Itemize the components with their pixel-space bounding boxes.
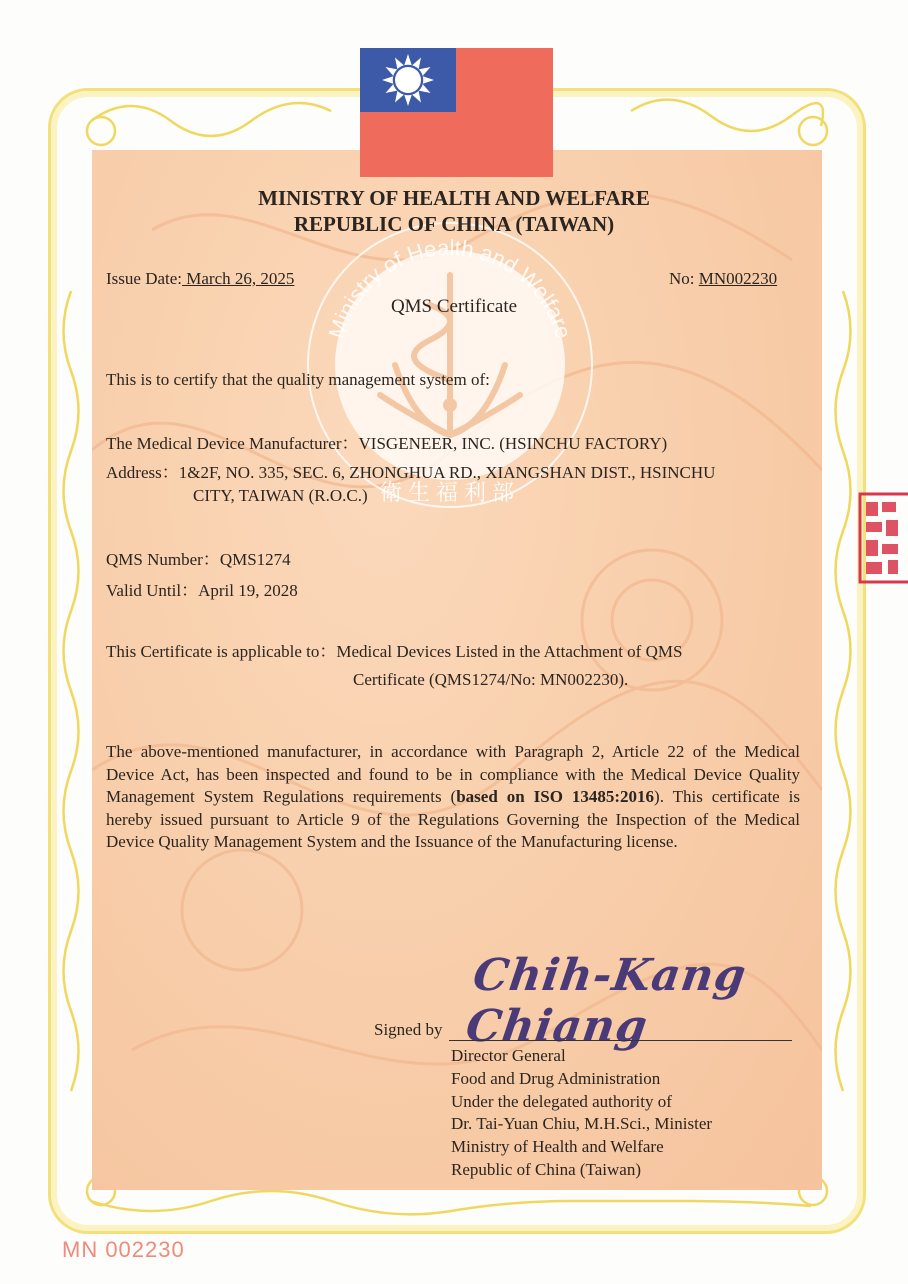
issue-date (106, 269, 294, 289)
emblem-arc-text: Ministry of Health and Welfare (323, 234, 577, 342)
valid-until-label: Valid Until： (106, 581, 199, 600)
signatory-line: Republic of China (Taiwan) (451, 1159, 642, 1179)
applicable-line (106, 637, 682, 662)
address-line1: 1&2F, NO. 335, SEC. 6, ZHONGHUA RD., XIANGSHAN DIST., HSINCHU (178, 463, 716, 482)
signed-by-label: Signed by (374, 1020, 443, 1039)
compliance-paragraph (106, 741, 800, 854)
compliance-text-part2: ). This certificate is hereby issued pursuant to Article 9 of the Regulations Governing the Inspection of the Medical Device Quality Management System and the Issuance of the Manufacturing license. (106, 787, 800, 851)
signatory-line: Director General (451, 1046, 566, 1065)
manufacturer-label: The Medical Device Manufacturer： (106, 434, 359, 453)
issue-date-value: March 26, 2025 (182, 269, 295, 288)
applicable-label: This Certificate is applicable to： (106, 642, 337, 661)
compliance-text-part1: The above-mentioned manufacturer, in accordance with Paragraph 2, Article 22 of the Medical Device Act, has been inspected and found to be in compliance with the Medical Device Quality Management System Regulations requirements ( (106, 742, 800, 806)
signatory-line: Dr. Tai-Yuan Chiu, M.H.Sci., Minister (451, 1114, 713, 1134)
certify-statement: This is to certify that the quality management system of: (106, 370, 490, 389)
manufacturer-name: VISGENEER, INC. (HSINCHU FACTORY) (358, 434, 668, 453)
manufacturer-line (106, 429, 667, 454)
emblem-chinese-text: 衛生福利部 (379, 481, 521, 506)
footer-document-code: MN 002230 (62, 1237, 185, 1262)
signatory-line: Ministry of Health and Welfare (451, 1137, 664, 1157)
signatory-block (451, 1045, 712, 1182)
iso-standard: based on ISO 13485:2016 (456, 787, 655, 806)
certificate-number-label: No: (669, 269, 699, 288)
taiwan-flag-icon (360, 48, 553, 177)
white-sun-icon (360, 48, 456, 112)
qms-number-label: QMS Number： (106, 550, 220, 569)
signatory-line: Under the delegated authority of (451, 1091, 672, 1111)
country-title: REPUBLIC OF CHINA (TAIWAN) (293, 212, 615, 236)
certificate-number (669, 269, 777, 289)
certificate-title: QMS Certificate (390, 296, 518, 317)
handwritten-signature: Chih-Kang Chiang (462, 950, 750, 1052)
valid-until (106, 576, 298, 601)
applicable-line2: Certificate (QMS1274/No: MN002230). (353, 670, 629, 689)
ministry-title: MINISTRY OF HEALTH AND WELFARE (258, 186, 650, 210)
issue-date-label: Issue Date: (106, 269, 183, 288)
address-line2: CITY, TAIWAN (R.O.C.) (193, 486, 368, 505)
qms-number (106, 545, 291, 570)
official-seal-stamp-icon (858, 492, 908, 584)
signatory-line: Food and Drug Administration (451, 1068, 661, 1088)
address-line (106, 458, 715, 483)
applicable-line1: Medical Devices Listed in the Attachment of QMS (336, 642, 683, 661)
certificate-number-value: MN002230 (698, 269, 778, 288)
qms-number-value: QMS1274 (219, 550, 291, 569)
address-label: Address： (106, 463, 179, 482)
valid-until-value: April 19, 2028 (198, 581, 298, 600)
flag-canton (360, 48, 456, 112)
signature-line (449, 1040, 792, 1041)
